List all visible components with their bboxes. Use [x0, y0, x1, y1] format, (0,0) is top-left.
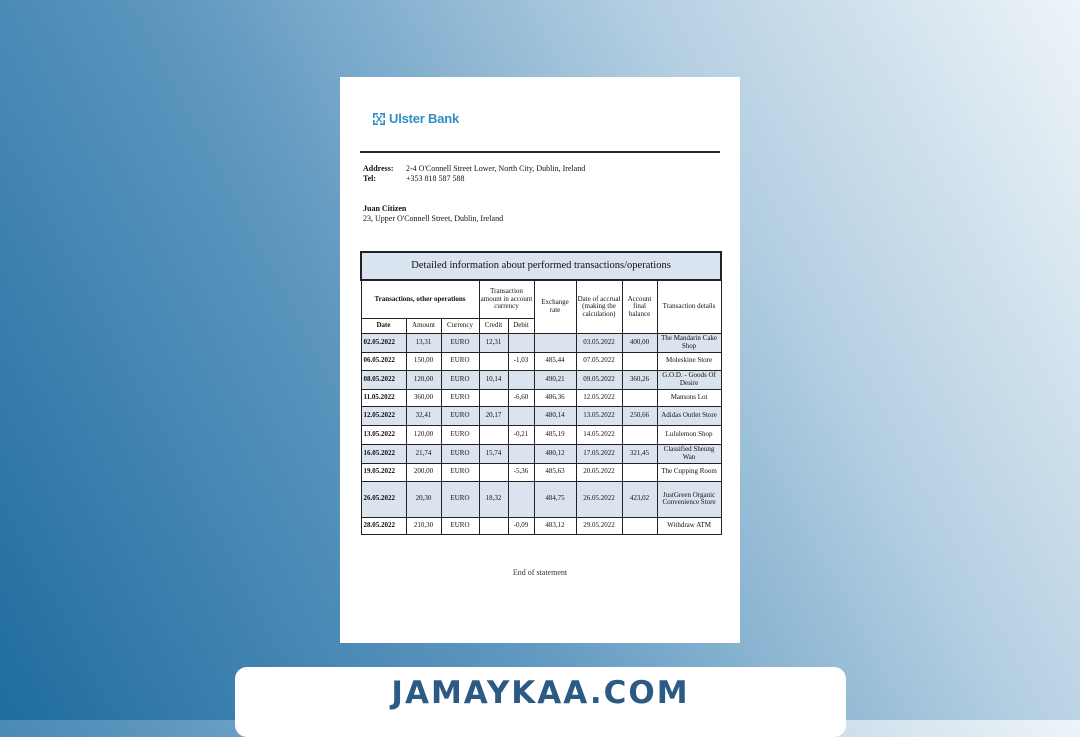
client-name: Juan Citizen	[363, 204, 407, 213]
header-transaction-details: Transaction details	[657, 280, 721, 333]
ulster-bank-logo-icon	[373, 113, 385, 125]
cell-details: The Cupping Room	[657, 463, 721, 481]
table-row	[361, 333, 721, 352]
cell-date: 13.05.2022	[361, 425, 406, 444]
cell-balance	[622, 463, 657, 481]
cell-debit: -1,03	[508, 352, 534, 370]
table-row	[361, 463, 721, 481]
cell-accrual: 03.05.2022	[576, 333, 622, 352]
address-row	[363, 164, 585, 174]
address-value: 2-4 O'Connell Street Lower, North City, Dublin, Ireland	[406, 164, 586, 173]
client-address: 23, Upper O'Connell Street, Dublin, Ireland	[363, 214, 504, 223]
cell-date: 26.05.2022	[361, 481, 406, 517]
table-row	[361, 389, 721, 406]
address-label: Address:	[363, 164, 394, 173]
cell-balance: 400,00	[622, 333, 657, 352]
cell-balance	[622, 352, 657, 370]
cell-details: Adidas Outlet Store	[657, 406, 721, 425]
cell-debit	[508, 333, 534, 352]
cell-currency: EURO	[441, 389, 479, 406]
cell-debit: -5,36	[508, 463, 534, 481]
header-date-of-accrual: Date of accrual (making the calculation)	[576, 280, 622, 333]
cell-accrual: 12.05.2022	[576, 389, 622, 406]
cell-currency: EURO	[441, 352, 479, 370]
cell-details: G.O.D. - Goods Of Desire	[657, 370, 721, 389]
header-debit: Debit	[508, 318, 534, 333]
cell-debit: -0,09	[508, 517, 534, 534]
table-title: Detailed information about performed transactions/operations	[361, 252, 721, 280]
cell-currency: EURO	[441, 406, 479, 425]
cell-rate	[534, 333, 576, 352]
cell-accrual: 07.05.2022	[576, 352, 622, 370]
cell-rate: 490,21	[534, 370, 576, 389]
cell-accrual: 13.05.2022	[576, 406, 622, 425]
cell-details: Withdraw ATM	[657, 517, 721, 534]
cell-debit	[508, 444, 534, 463]
cell-currency: EURO	[441, 333, 479, 352]
bank-logo	[373, 111, 459, 126]
cell-amount: 20,30	[406, 481, 441, 517]
table-row	[361, 370, 721, 389]
cell-amount: 120,00	[406, 425, 441, 444]
cell-amount: 360,00	[406, 389, 441, 406]
cell-balance	[622, 425, 657, 444]
cell-balance	[622, 389, 657, 406]
cell-currency: EURO	[441, 517, 479, 534]
cell-amount: 120,00	[406, 370, 441, 389]
table-row	[361, 406, 721, 425]
cell-rate: 485,63	[534, 463, 576, 481]
cell-currency: EURO	[441, 444, 479, 463]
cell-credit	[479, 463, 508, 481]
cell-accrual: 26.05.2022	[576, 481, 622, 517]
table-row	[361, 352, 721, 370]
cell-accrual: 09.05.2022	[576, 370, 622, 389]
cell-date: 08.05.2022	[361, 370, 406, 389]
cell-date: 02.05.2022	[361, 333, 406, 352]
cell-debit	[508, 370, 534, 389]
header-date: Date	[361, 318, 406, 333]
cell-credit: 10,14	[479, 370, 508, 389]
tel-row	[363, 174, 585, 184]
header-transactions-other-operations: Transactions, other operations	[361, 280, 479, 318]
header-transaction-amount: Transaction amount in account currency	[479, 280, 534, 318]
cell-debit: -6,60	[508, 389, 534, 406]
cell-details: Lululemon Shop	[657, 425, 721, 444]
cell-credit: 18,32	[479, 481, 508, 517]
cell-date: 11.05.2022	[361, 389, 406, 406]
cell-balance: 360,26	[622, 370, 657, 389]
header-account-final-balance: Account final balance	[622, 280, 657, 333]
cell-currency: EURO	[441, 463, 479, 481]
table-row	[361, 517, 721, 534]
cell-details: The Mandarin Cake Shop	[657, 333, 721, 352]
cell-credit	[479, 517, 508, 534]
header-currency: Currency	[441, 318, 479, 333]
cell-credit: 20,17	[479, 406, 508, 425]
cell-currency: EURO	[441, 425, 479, 444]
cell-balance: 321,45	[622, 444, 657, 463]
cell-date: 16.05.2022	[361, 444, 406, 463]
end-of-statement: End of statement	[512, 568, 568, 577]
cell-date: 19.05.2022	[361, 463, 406, 481]
cell-balance	[622, 517, 657, 534]
cell-amount: 32,41	[406, 406, 441, 425]
cell-details: JustGreen Organic Convenience Store	[657, 481, 721, 517]
cell-rate: 484,75	[534, 481, 576, 517]
cell-amount: 13,31	[406, 333, 441, 352]
cell-debit	[508, 406, 534, 425]
cell-debit: -0,21	[508, 425, 534, 444]
header-amount: Amount	[406, 318, 441, 333]
cell-rate: 483,12	[534, 517, 576, 534]
cell-balance: 423,02	[622, 481, 657, 517]
header-divider	[360, 151, 720, 153]
cell-details: Mansons Lot	[657, 389, 721, 406]
cell-rate: 480,14	[534, 406, 576, 425]
table-row	[361, 425, 721, 444]
cell-credit	[479, 352, 508, 370]
cell-credit: 12,31	[479, 333, 508, 352]
cell-date: 12.05.2022	[361, 406, 406, 425]
cell-details: Classified Sheung Wan	[657, 444, 721, 463]
header-exchange-rate: Exchange rate	[534, 280, 576, 333]
cell-accrual: 17.05.2022	[576, 444, 622, 463]
cell-date: 06.05.2022	[361, 352, 406, 370]
site-banner	[235, 667, 846, 737]
header-credit: Credit	[479, 318, 508, 333]
transactions-table-body	[361, 333, 721, 534]
cell-currency: EURO	[441, 370, 479, 389]
cell-rate: 480,12	[534, 444, 576, 463]
cell-credit: 15,74	[479, 444, 508, 463]
cell-debit	[508, 481, 534, 517]
cell-accrual: 14.05.2022	[576, 425, 622, 444]
cell-credit	[479, 389, 508, 406]
cell-rate: 485,44	[534, 352, 576, 370]
tel-value: +353 818 587 588	[406, 174, 465, 183]
cell-currency: EURO	[441, 481, 479, 517]
cell-date: 28.05.2022	[361, 517, 406, 534]
cell-accrual: 20.05.2022	[576, 463, 622, 481]
site-name: JAMAYKAA.COM	[391, 675, 690, 711]
cell-amount: 200,00	[406, 463, 441, 481]
cell-accrual: 29.05.2022	[576, 517, 622, 534]
cell-details: Moleskine Store	[657, 352, 721, 370]
statement-page	[340, 77, 740, 643]
cell-rate: 486,36	[534, 389, 576, 406]
cell-amount: 210,30	[406, 517, 441, 534]
cell-balance: 250,66	[622, 406, 657, 425]
cell-credit	[479, 425, 508, 444]
table-row	[361, 444, 721, 463]
bank-name: Ulster Bank	[389, 111, 460, 126]
bank-contact-info	[363, 164, 585, 184]
table-row	[361, 481, 721, 517]
transactions-table	[360, 251, 722, 535]
cell-amount: 150,00	[406, 352, 441, 370]
client-info	[363, 204, 503, 224]
tel-label: Tel:	[363, 174, 377, 183]
cell-amount: 21,74	[406, 444, 441, 463]
cell-rate: 485,19	[534, 425, 576, 444]
